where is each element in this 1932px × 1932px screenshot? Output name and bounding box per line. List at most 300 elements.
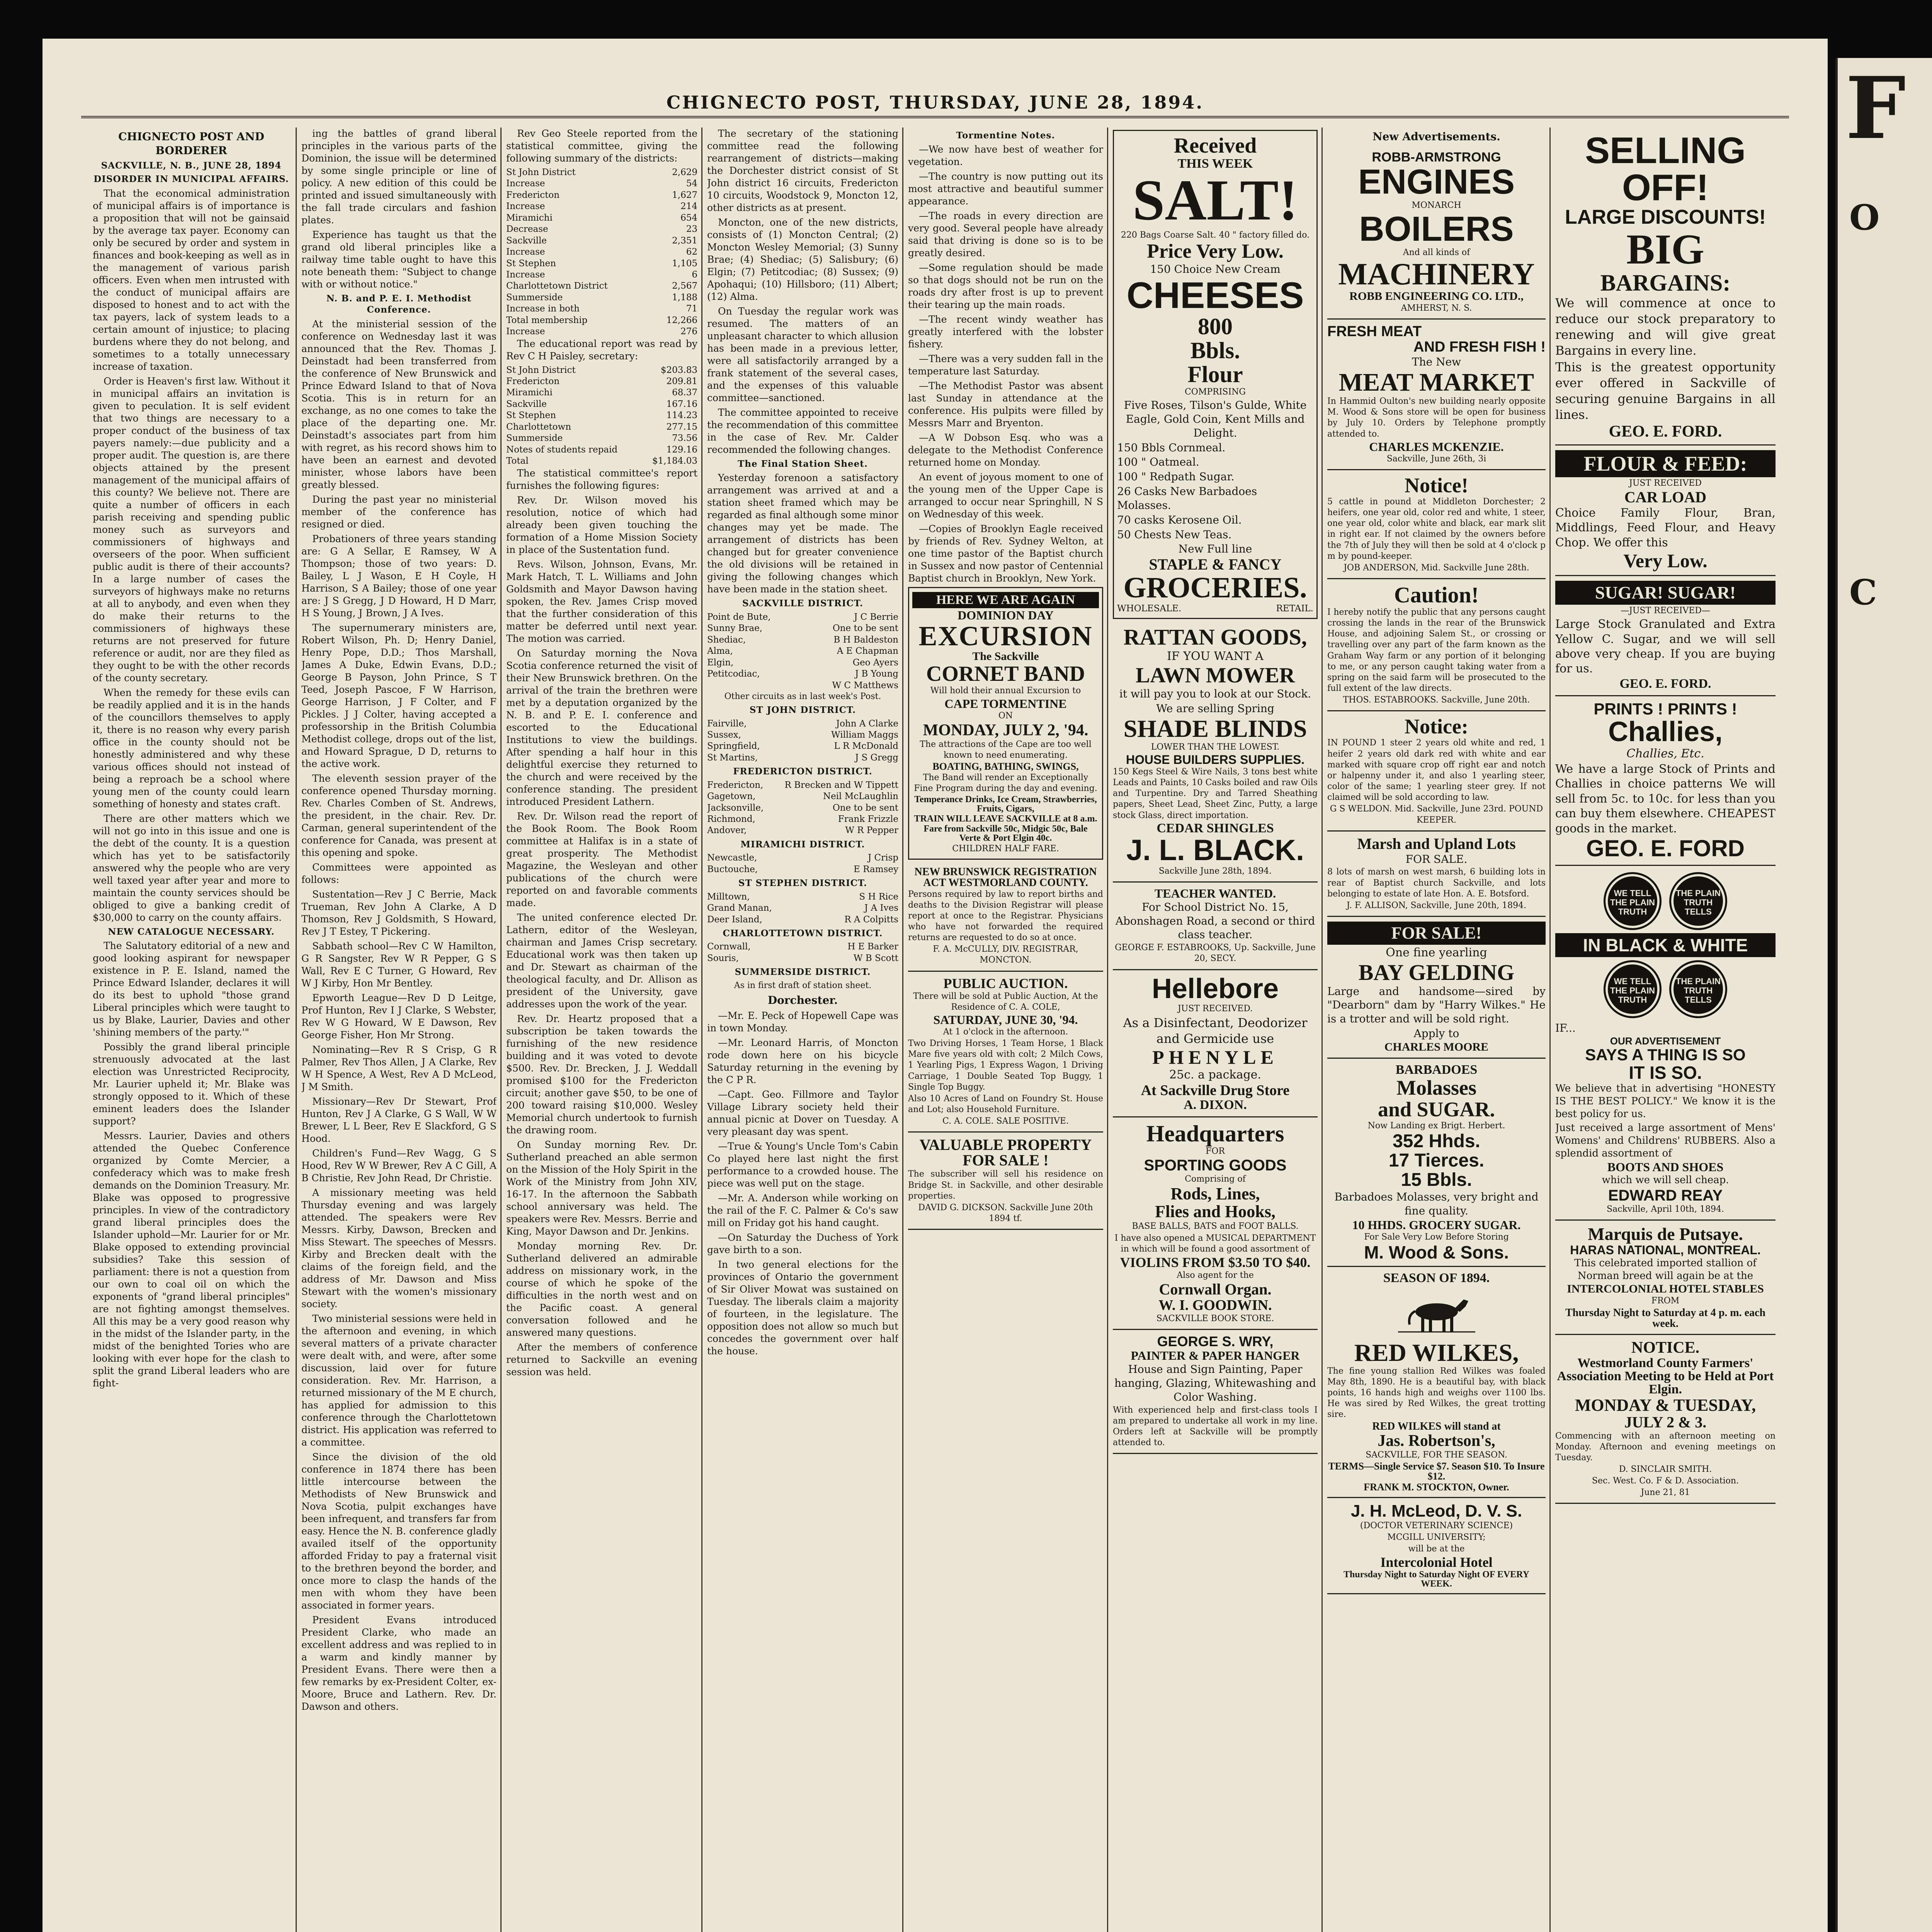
headline-dorchester: Dorchester. <box>767 993 838 1007</box>
ad-signature: G S WELDON. Mid. Sackville, June 23rd. POUND KEEPER. <box>1330 804 1543 825</box>
ad-text: IN POUND 1 steer 2 years old white and red, 1 heifer 2 years old dark red with white and ear marked with square crop off right ear and notch or halpenny under it, and also 1 yearling steer, color of the same; 1 yearling steer grey. If not claimed will be sold according to law. <box>1327 738 1546 803</box>
edu-row-value: 129.16 <box>666 444 697 455</box>
ad-text: Commencing with an afternoon meeting on Monday. Afternoon and evening meetings on Tuesday. <box>1555 1431 1776 1463</box>
stat-row <box>506 315 697 326</box>
ad-text: One fine yearling <box>1386 946 1487 960</box>
edu-row <box>506 456 697 467</box>
ad-heading: BOILERS <box>1359 209 1514 248</box>
ad-text: Five Roses, Tilson's Gulde, White Eagle, Gold Coin, Kent Mills and Delight. <box>1124 399 1307 439</box>
ad-signature: F. A. McCULLY, DIV. REGISTRAR, MONCTON. <box>933 944 1078 965</box>
district-heading: ST STEPHEN DISTRICT. <box>738 878 867 889</box>
edu-row <box>506 433 697 444</box>
article-paragraph: Experience has taught us that the grand old liberal principles like a railway time table ought to have this note beneath them: "Subject to change with or without notice." <box>301 229 497 290</box>
ad-heading: Thursday Night to Saturday at 4 p. m. each week. <box>1565 1306 1766 1330</box>
station-row-label: Fairville, <box>707 718 747 729</box>
ad-text: Challies, Etc. <box>1626 747 1704 760</box>
stat-row <box>506 303 697 315</box>
ad-text: BASE BALLS, BATS and FOOT BALLS. <box>1132 1221 1299 1231</box>
station-row-label: Gagetown, <box>707 791 756 802</box>
stat-row <box>506 201 697 212</box>
stat-row-value: 71 <box>686 304 697 314</box>
station-row-value: One to be sent <box>832 623 898 634</box>
stat-row <box>506 190 697 201</box>
edu-row <box>506 422 697 433</box>
stat-row <box>506 326 697 337</box>
ad-text: CHILDREN HALF FARE. <box>952 844 1059 854</box>
article-paragraph: —Mr. E. Peck of Hopewell Cape was in town Monday. <box>707 1010 898 1034</box>
educational-table <box>506 365 697 467</box>
ad-text: SACKVILLE BOOK STORE. <box>1156 1314 1274 1324</box>
ad-text: MONARCH <box>1412 200 1461 210</box>
column-3-conference <box>506 128 697 1932</box>
ad-heading: BIG <box>1626 226 1704 273</box>
station-row-label: Grand Manan, <box>707 903 772 913</box>
column-rule <box>1549 128 1551 1932</box>
stat-row <box>506 213 697 224</box>
ad-text: Apply to <box>1413 1027 1459 1040</box>
ad-heading: BARGAINS: <box>1600 270 1731 296</box>
station-row-value: John A Clarke <box>836 718 898 729</box>
ad-heading: EDWARD REAY <box>1608 1187 1723 1204</box>
ad-text: 8 lots of marsh on west marsh, 6 building lots in rear of Baptist church Sackville, and lots belonging to estate of late Hon. A. E. Botsford. <box>1327 867 1546 899</box>
ad-signature: THOS. ESTABROOKS. Sackville, June 20th. <box>1343 695 1530 705</box>
ad-heading: Marsh and Upland Lots <box>1357 835 1516 852</box>
notice-pound-ad <box>1327 470 1546 579</box>
ad-text: COMPRISING <box>1184 387 1246 397</box>
column-4-stations <box>707 128 898 1932</box>
edge-fragment: F <box>1845 58 1906 158</box>
ad-text: Also agent for the <box>1177 1270 1254 1280</box>
stat-row-label: Charlottetown District <box>506 281 608 291</box>
station-row-label: Souris, <box>707 953 739 963</box>
ad-heading: The Sackville <box>972 650 1039 663</box>
red-wilkes-ad <box>1327 1267 1546 1498</box>
article-paragraph: The educational report was read by Rev C H Paisley, secretary: <box>506 338 697 362</box>
article-paragraph: Committees were appointed as follows: <box>301 861 497 885</box>
ad-text: Just received a large assortment of Mens' Womens' and Childrens' RUBBERS. Also a splendid assortment of <box>1555 1122 1776 1160</box>
ad-text: AMHERST, N. S. <box>1401 303 1472 313</box>
station-row-value: L R McDonald <box>834 741 898 752</box>
ad-heading: ENGINES <box>1358 162 1515 201</box>
article-paragraph: On Saturday morning the Nova Scotia conference returned the visit of their New Brunswick brethren. On the arrival of the train the brethren were met by a deputation organized by the N. B. and P. E. I. conference and escorted to the Educational Institutions to view the buildings. After spending a half hour in this delightful exercise they returned to the church and were received by the conference standing. The president introduced President Lathern. <box>506 647 697 807</box>
ad-text: This is the greatest opportunity ever offered in Sackville of securing genuine Bargains in all lines. <box>1555 359 1776 422</box>
station-row-label: Shediac, <box>707 634 746 645</box>
article-paragraph: Children's Fund—Rev Wagg, G S Hood, Rev W W Brewer, Rev A C Gill, A B Christie, Rev John Read, Dr Christie. <box>301 1147 497 1184</box>
edu-row-value: 114.23 <box>666 410 697 421</box>
stat-row-value: 12,266 <box>666 315 697 325</box>
ad-heading: GEO. E. FORD. <box>1619 676 1711 691</box>
station-row <box>707 668 898 680</box>
column-1-editorial <box>93 128 290 1932</box>
ad-heading: HERE WE ARE AGAIN <box>912 592 1099 608</box>
hellebore-ad <box>1113 970 1318 1117</box>
stat-row <box>506 247 697 258</box>
ad-heading: SAYS A THING IS SO <box>1585 1045 1746 1064</box>
article-paragraph: That the economical administration of municipal affairs is of importance is a proposition that will not be gainsaid by the average tax payer. Economy can only be secured by order and system in finances and book-keeping as well as in the management of various parish officers. Even when men intrusted with the conduct of municipal affairs are disposed to honest and to act with the tax payers, lack of system leads to a certain amount of injustice; to placing burdens where they do not belong, and sometimes to a totally unnecessary increase of taxation. <box>93 187 290 372</box>
ad-text: it will pay you to look at our Stock. <box>1119 687 1311 701</box>
article-paragraph: —There was a very sudden fall in the temperature last Saturday. <box>908 353 1103 377</box>
station-row <box>707 680 898 691</box>
stat-row <box>506 178 697 189</box>
ad-text: We have a large Stock of Prints and Challies in choice patterns We will sell from 5c. to 10c. for less than you can buy them elsewhere. CHEAPEST goods in the market. <box>1555 762 1776 835</box>
station-row-label: Cornwall, <box>707 942 751 952</box>
ad-heading: CHEESES <box>1126 274 1304 316</box>
station-list <box>707 941 898 964</box>
ad-heading: CHARLES MCKENZIE. <box>1369 439 1504 454</box>
district-heading: ST JOHN DISTRICT. <box>749 705 856 716</box>
article-paragraph: Yesterday forenoon a satisfactory arrangement was arrived at and a station sheet framed which may be regarded as final although some minor changes may yet be made. The arrangement of districts has been changed but for greater convenience the old divisions will be retained in giving the following changes which have been made in the station sheet. <box>707 472 898 595</box>
ad-text: We will commence at once to reduce our stock preparatory to renewing and will give great Bargains in every line. <box>1555 296 1776 358</box>
ad-heading: PAINTER & PAPER HANGER <box>1131 1349 1300 1363</box>
plain-truth-ad <box>1555 866 1776 1221</box>
ad-heading: LARGE DISCOUNTS! <box>1565 206 1766 228</box>
station-row-label: Petitcodiac, <box>707 669 760 679</box>
article-paragraph: Rev Geo Steele reported from the statistical committee, giving the following summary of the districts: <box>506 128 697 164</box>
stat-row-label: Increase <box>506 247 545 257</box>
ad-text: IF YOU WANT A <box>1167 649 1264 663</box>
ad-heading: J. H. McLeod, D. V. S. <box>1350 1501 1522 1520</box>
edu-row-value: $1,184.03 <box>652 456 697 466</box>
station-list <box>707 612 898 691</box>
prints-ad <box>1555 696 1776 866</box>
station-row <box>707 657 898 668</box>
new-ads-heading: New Advertisements. <box>1372 130 1500 143</box>
article-paragraph: A missionary meeting was held Thursday evening and was largely attended. The speakers were Rev Messrs. Kirby, Dawson, Brecken and Miss Stewart. The speeches of Messrs. Kirby and Brecken dealt with the claims of the foreign field, and the address of Mr. Dawson and Miss Stewart with the women's missionary society. <box>301 1187 497 1310</box>
stat-row-label: Summerside <box>506 292 563 303</box>
ad-text: 100 " Redpath Sugar. <box>1117 470 1235 483</box>
station-row-label: Alma, <box>707 646 733 656</box>
ad-text: 70 casks Kerosene Oil. <box>1117 513 1242 526</box>
column-rule <box>500 128 502 1932</box>
ad-heading: Hellebore <box>1151 973 1279 1004</box>
station-row-value: W C Matthews <box>832 680 898 690</box>
station-row-value: R Brecken and W Tippett <box>784 780 898 790</box>
ad-heading: Challies, <box>1608 716 1723 747</box>
ad-heading: Notice! <box>1405 473 1468 497</box>
stat-row-value: 214 <box>680 201 697 212</box>
ad-text: LOWER THAN THE LOWEST. <box>1151 742 1280 752</box>
ad-heading: BARBADOES <box>1395 1062 1478 1077</box>
station-row-label: Newcastle, <box>707 853 757 863</box>
column-rule <box>1321 128 1323 1932</box>
ad-heading: J. L. BLACK. <box>1126 833 1304 867</box>
ad-heading: GEO. E. FORD. <box>1609 422 1722 440</box>
stat-row <box>506 269 697 281</box>
ad-text: Large Stock Granulated and Extra Yellow C. Sugar, and we will sell above very cheap. If you are buying for us. <box>1555 617 1776 676</box>
station-row-label: Point de Bute, <box>707 612 771 622</box>
received-ad <box>1113 130 1318 619</box>
stat-row-value: 654 <box>680 213 697 223</box>
station-row-value: Neil McLaughlin <box>823 791 898 802</box>
edu-row-label: Charlottetown <box>506 422 571 432</box>
ad-heading: Jas. Robertson's, <box>1378 1432 1495 1450</box>
ad-heading: Thursday Night to Saturday Night OF EVERY WEEK. <box>1343 1570 1529 1589</box>
district-heading: CHARLOTTETOWN DISTRICT. <box>723 928 883 939</box>
edu-row-value: 167.16 <box>666 399 697 409</box>
ad-text: As a Disinfectant, Deodorizer and Germicide use <box>1123 1015 1308 1046</box>
article-paragraph: —The roads in every direction are very good. Several people have already said that driving is done so is to be greatly desired. <box>908 210 1103 259</box>
ad-signature: DAVID G. DICKSON. Sackville June 20th 1894 tf. <box>918 1202 1093 1223</box>
ad-heading: TERMS—Single Service $7. Season $10. To Insure $12. <box>1328 1460 1545 1482</box>
ad-text: FOR <box>1206 1146 1225 1156</box>
note: Other circuits as in last week's Post. <box>724 691 881 701</box>
ad-heading: PHENYLE <box>1152 1046 1278 1068</box>
station-row-value: Frank Frizzle <box>838 814 898 825</box>
ad-heading: OUR ADVERTISEMENT <box>1610 1035 1721 1047</box>
ad-heading: Temperance Drinks, Ice Cream, Strawberries, Fruits, Cigars, <box>914 794 1097 814</box>
ad-heading: Bbls. <box>1190 337 1240 363</box>
flour-feed-ad <box>1555 446 1776 576</box>
station-row <box>707 780 898 791</box>
ad-heading: HOUSE BUILDERS SUPPLIES. <box>1126 752 1305 767</box>
stat-row-value: 276 <box>680 327 697 337</box>
seal-badge: WE TELL THE PLAIN TRUTH <box>1604 960 1662 1018</box>
veterinary-ad <box>1327 1498 1546 1594</box>
stat-row-label: Increase <box>506 201 545 212</box>
station-row-value: One to be sent <box>832 803 898 813</box>
ad-heading: Caution! <box>1394 582 1479 607</box>
ad-heading: FRANK M. STOCKTON, Owner. <box>1364 1481 1509 1493</box>
ad-text: Two Driving Horses, 1 Team Horse, 1 Black Mare five years old with colt; 2 Milch Cows, 1 Yearling Pigs, 1 Express Wagon, 1 Driving Carriage, 1 Double Seated Top Buggy, 1 Single Top Buggy. <box>908 1039 1103 1092</box>
stat-row <box>506 235 697 247</box>
stat-row-value: 1,105 <box>672 258 697 269</box>
article-paragraph: Sabbath school—Rev C W Hamilton, G R Sangster, Rev W R Pepper, G S Wall, Rev E C Turner, G Howard, Rev W J Kirby, Hon Mr Bentley. <box>301 940 497 989</box>
column-5-notes-ads <box>908 128 1103 1932</box>
edu-row <box>506 444 697 456</box>
station-row-label: Sussex, <box>707 730 742 740</box>
ad-heading: CAR LOAD <box>1624 488 1707 506</box>
station-list <box>707 718 898 764</box>
article-paragraph: Revs. Wilson, Johnson, Evans, Mr. Mark Hatch, T. L. Williams and John Goldsmith and Mayor Dawson having spoken, the Rev. James Crisp moved that the further consideration of this matter be deferred until next year. The motion was carried. <box>506 558 697 644</box>
ad-text: JUST RECEIVED <box>1629 478 1702 488</box>
article-paragraph: Rev. Dr. Heartz proposed that a subscription be taken towards the furnishing of the new residence building and it was voted to devote $500. Rev. Dr. Brecken, J. J. Weddall promised $100 for the Fredericton circuit; another gave $50, to be one of 200 toward raising $10,000. Wesley Memorial church undertook to furnish the drawing room. <box>506 1013 697 1136</box>
edu-row <box>506 376 697 387</box>
ad-heading: Received <box>1173 134 1257 158</box>
ad-heading: SEASON OF 1894. <box>1383 1270 1490 1285</box>
edu-row-label: Summerside <box>506 433 563 444</box>
stat-row-label: Increase in both <box>506 304 580 314</box>
ad-text: For Sale Very Low Before Storing <box>1364 1232 1509 1242</box>
ad-text: (DOCTOR VETERINARY SCIENCE) <box>1360 1520 1513 1531</box>
headline-methodist: N. B. and P. E. I. Methodist Conference. <box>326 293 472 315</box>
ad-heading: NOTICE. <box>1631 1338 1700 1357</box>
station-row <box>707 634 898 646</box>
article-paragraph: The eleventh session prayer of the conference opened Thursday morning. Rev. Charles Comben of St. Andrews, the president, in the chair. Rev. Dr. Carman, general superintendent of the conference for Canada, was present at this opening and spoke. <box>301 772 497 858</box>
article-paragraph: The committee appointed to receive the recommendation of this committee in the case of Rev. Mr. Calder recommended the following changes. <box>707 407 898 455</box>
ad-heading: AND FRESH FISH ! <box>1413 339 1546 355</box>
article-paragraph: When the remedy for these evils can be readily applied and it is in the hands of the councillors themselves to apply it, there is no reason why every parish office in the county should not be honestly administered and why these various offices should not instead of being a reproach be a school where young men of the county could learn something of honesty and states craft. <box>93 687 290 810</box>
stat-row-value: 62 <box>686 247 697 257</box>
ad-heading: 10 HHDS. GROCERY SUGAR. <box>1352 1218 1521 1232</box>
ad-text: SACKVILLE, FOR THE SEASON. <box>1366 1450 1507 1460</box>
selling-off-ad <box>1555 128 1776 446</box>
ad-text: Persons required by law to report births and deaths to the Division Registrar will please report at once to the Registrar. Physicians who have not forwarded the required returns are requested to do so at once. <box>908 889 1103 943</box>
station-row-label: Fredericton, <box>707 780 764 790</box>
ad-text: House and Sign Painting, Paper hanging, Glazing, Whitewashing and Color Washing. <box>1114 1363 1316 1403</box>
station-row-label: Deer Island, <box>707 914 762 925</box>
stat-row <box>506 258 697 269</box>
article-paragraph: —Copies of Brooklyn Eagle received by friends of Rev. Sydney Welton, at one time pastor of the Baptist church in Sussex and now pastor of Centennial Baptist church in Brooklyn, New York. <box>908 523 1103 584</box>
stat-row-label: Total membership <box>506 315 588 325</box>
ad-signature: GEORGE F. ESTABROOKS, Up. Sackville, June 20, SECY. <box>1115 943 1316 964</box>
ad-text: Barbadoes Molasses, very bright and fine quality. <box>1334 1190 1539 1217</box>
article-paragraph: There are other matters which we will not go into in this issue and one is the debt of the county. It is a question which has yet to be satisfactorily answered why the people who are very well taxed year after year and more to maintain the county services should be obliged to give a banking credit of $30,000 to carry on the county affairs. <box>93 813 290 923</box>
article-paragraph: Rev. Dr. Wilson moved his resolution, notice of which had already been given touching the formation of a Home Mission Society in place of the Sustentation fund. <box>506 494 697 555</box>
ad-heading: PRINTS ! PRINTS ! <box>1594 699 1737 718</box>
article-paragraph: Monday morning Rev. Dr. Sutherland delivered an admirable address on missionary work, in the course of which he spoke of the difficulties in the north west and on the Pacific coast. A general conversation followed and he answered many questions. <box>506 1240 697 1338</box>
column-2-conference <box>301 128 497 1932</box>
ad-text: Now Landing ex Brigt. Herbert. <box>1367 1121 1505 1131</box>
ad-heading: 17 Tierces. <box>1388 1150 1485 1171</box>
ad-text: The New <box>1412 355 1461 369</box>
ad-text: I have also opened a MUSICAL DEPARTMENT in which will be found a good assortment of <box>1114 1233 1316 1254</box>
ad-heading: TRAIN WILL LEAVE SACKVILLE at 8 a.m. <box>914 814 1097 824</box>
ad-signature: J. F. ALLISON, Sackville, June 20th, 1894. <box>1346 900 1527 910</box>
ad-heading: STAPLE & FANCY <box>1149 556 1282 573</box>
ad-heading: GROCERIES. <box>1123 571 1307 604</box>
ad-text: The subscriber will sell his residence on Bridge St. in Sackville, and other desirable properties. <box>908 1169 1103 1201</box>
station-row-value: A E Chapman <box>837 646 898 656</box>
ad-heading: CHARLES MOORE <box>1384 1040 1489 1053</box>
station-row-label: St Martins, <box>707 752 758 763</box>
article-paragraph: An event of joyous moment to one of the young men of the Upper Cape is arranged to occur near Springhill, N S on Wednesday of this week. <box>908 471 1103 520</box>
ad-heading: SHADE BLINDS <box>1123 714 1307 742</box>
station-row-value: H E Barker <box>847 942 898 952</box>
ad-text: We are selling Spring <box>1156 702 1274 715</box>
ad-heading: ROBB ENGINEERING CO. LTD., <box>1349 290 1524 303</box>
ad-heading: SATURDAY, JUNE 30, '94. <box>933 1012 1078 1027</box>
station-row <box>707 914 898 925</box>
ad-heading: BOOTS AND SHOES <box>1607 1160 1724 1174</box>
stat-row-value: 2,351 <box>672 235 697 246</box>
ad-heading: BAY GELDING <box>1358 959 1515 985</box>
station-row-value: William Maggs <box>831 730 898 740</box>
stat-row-label: Decrease <box>506 224 548 235</box>
article-paragraph: —The country is now putting out its most attractive and beautiful summer appearance. <box>908 171 1103 207</box>
article-paragraph: —Some regulation should be made so that dogs should not be run on the roads dry after frost is up to prevent their tearing up the main roads. <box>908 262 1103 311</box>
ad-heading: 15 Bbls. <box>1401 1169 1472 1190</box>
ad-text: We believe that in advertising "HONESTY IS THE BEST POLICY." We know it is the best policy for us. <box>1555 1082 1776 1120</box>
ad-heading: SALT! <box>1132 168 1298 232</box>
headline-catalogue: NEW CATALOGUE NECESSARY. <box>108 926 275 937</box>
excursion-ad <box>908 587 1103 859</box>
stat-row-label: Fredericton <box>506 190 560 200</box>
ad-text: For School District No. 15, Abonshagen Road, a second or third class teacher. <box>1115 900 1315 941</box>
station-row <box>707 891 898 903</box>
station-row <box>707 803 898 814</box>
station-row-value: E Ramsey <box>854 864 898 874</box>
station-row <box>707 752 898 764</box>
ad-text: FROM <box>1651 1296 1680 1306</box>
edu-row-value: 277.15 <box>666 422 697 432</box>
ad-text: 26 Casks New Barbadoes Molasses. <box>1117 485 1257 512</box>
article-paragraph: Possibly the grand liberal principle strenuously advocated at the last election was Unrestricted Reciprocity, Mr. Laurier upheld it; Mr. Blake was strongly opposed to it. Which of these eminent leaders does the Islander support? <box>93 1041 290 1127</box>
ad-text: Also 10 Acres of Land on Foundry St. House and Lot; also Household Furniture. <box>908 1094 1103 1115</box>
ad-signature: June 21, 81 <box>1641 1488 1690 1498</box>
ad-heading: MONDAY, JULY 2, '94. <box>923 721 1088 739</box>
ad-heading: LAWN MOWER <box>1135 663 1295 688</box>
edu-row-label: St John District <box>506 365 576 375</box>
ad-heading: W. I. GOODWIN. <box>1158 1297 1272 1314</box>
ad-heading: GEO. E. FORD <box>1586 835 1745 862</box>
ad-text: 50 Chests New Teas. <box>1117 528 1232 541</box>
ad-text: 150 Choice New Cream <box>1150 263 1281 276</box>
station-row-value: W B Scott <box>853 953 898 963</box>
ad-heading: CAPE TORMENTINE <box>944 696 1067 711</box>
station-row <box>707 825 898 836</box>
article-paragraph: ing the battles of grand liberal principles in the various parts of the Dominion, the issue will be determined by some single principle or line of policy. A new edition of this could be printed and issued simultaneously with the fall trade circulars and fashion plates. <box>301 128 497 226</box>
ad-signature: C. A. COLE. SALE POSITIVE. <box>942 1116 1069 1126</box>
station-row-value: J C Berrie <box>854 612 898 622</box>
article-paragraph: —We now have best of weather for vegetation. <box>908 144 1103 168</box>
ad-heading: MONDAY & TUESDAY, <box>1575 1395 1756 1415</box>
edu-row <box>506 399 697 410</box>
ad-heading: At Sackville Drug Store <box>1141 1082 1290 1099</box>
edu-row-label: Miramichi <box>506 388 553 398</box>
district-heading: FREDERICTON DISTRICT. <box>733 766 872 777</box>
ad-text: The attractions of the Cape are too well known to need enumerating. <box>920 739 1092 760</box>
station-row-label: Springfield, <box>707 741 760 752</box>
article-paragraph: Rev. Dr. Wilson read the report of the Book Room. The Book Room committee at Halifax is in a state of great prosperity. The Methodist Magazine, the Wesleyan and other publications of the church were reported on and favorable comments made. <box>506 810 697 908</box>
ad-text: Choice Family Flour, Bran, Middlings, Feed Flour, and Heavy Chop. We offer this <box>1555 506 1776 549</box>
ad-heading: Headquarters <box>1146 1121 1284 1147</box>
ad-heading: DOMINION DAY <box>957 608 1054 622</box>
caution-ad <box>1327 579 1546 711</box>
ad-heading: THIS WEEK <box>1177 156 1253 171</box>
headline-disorder: DISORDER IN MUNICIPAL AFFAIRS. <box>94 174 289 185</box>
ad-text: Sackville, June 26th, 3i <box>1386 454 1486 464</box>
station-row-label: Milltown, <box>707 891 750 902</box>
edge-fragment: C <box>1849 572 1877 613</box>
edu-row-label: Notes of students repaid <box>506 444 618 455</box>
ad-heading: Fare from Sackville 50c, Midgic 50c, Bale Verte & Port Elgin 40c. <box>923 824 1088 844</box>
adjacent-page-edge <box>1835 58 1932 1932</box>
stat-row <box>506 292 697 303</box>
ad-text: There will be sold at Public Auction, At the Residence of C. A. COLE, <box>913 991 1098 1012</box>
article-paragraph: The Salutatory editorial of a new and good looking aspirant for newspaper existence in P. E. Island, named the Prince Edward Islander, declares it will do its best to uphold "those grand Liberal principles which were taught to us by Blake, Laurier, Davies and other 'shining members of the party.'" <box>93 940 290 1038</box>
edu-row-label: Total <box>506 456 529 466</box>
edu-row-value: 209.81 <box>666 376 697 386</box>
station-row-value: R A Colpitts <box>844 914 898 925</box>
column-rule <box>296 128 297 1932</box>
station-row-value: J B Young <box>855 669 898 679</box>
ad-text: which we will sell cheap. <box>1602 1174 1729 1186</box>
article-paragraph: Sustentation—Rev J C Berrie, Mack Trueman, Rev John A Clarke, A D Thomson, Rev J Goldsmith, S Howard, Rev J T Estey, T Pickering. <box>301 888 497 937</box>
article-paragraph: —Mr. A. Anderson while working on the rail of the F. C. Palmer & Co's saw mill on Friday got his hand caught. <box>707 1192 898 1228</box>
ad-heading: MACHINERY <box>1338 257 1535 292</box>
article-paragraph: —A W Dobson Esq. who was a delegate to the Methodist Conference returned home on Monday. <box>908 432 1103 468</box>
ad-heading: Flies and Hooks, <box>1155 1202 1276 1221</box>
ad-heading: A. DIXON. <box>1184 1098 1247 1112</box>
property-ad <box>908 1133 1103 1230</box>
ad-text: 25c. a package. <box>1169 1068 1261 1082</box>
ad-text: MCGILL UNIVERSITY; <box>1387 1532 1486 1542</box>
article-paragraph: During the past year no ministerial member of the conference has resigned or died. <box>301 493 497 530</box>
ad-heading: FLOUR & FEED: <box>1555 450 1776 477</box>
registration-ad <box>908 862 1103 972</box>
stat-row-value: 6 <box>692 269 697 280</box>
edu-row-value: $203.83 <box>660 365 697 375</box>
column-rule <box>1107 128 1108 1932</box>
article-paragraph: On Sunday morning Rev. Dr. Sutherland preached an able sermon on the Mission of the Holy Spirit in the Work of the Ministry from John XIV, 16-17. In the afternoon the Sabbath school anniversary was held. The speakers were Rev. Messrs. Berrie and King, Mayor Dawson and Dr. Jenkins. <box>506 1139 697 1237</box>
station-row-value: S H Rice <box>859 891 898 902</box>
station-row <box>707 953 898 964</box>
ad-text: RETAIL. <box>1276 604 1313 614</box>
edu-row <box>506 410 697 421</box>
ad-heading: Flour <box>1187 361 1243 387</box>
ad-heading: SPORTING GOODS <box>1144 1157 1287 1174</box>
ad-heading: Rods, Lines, <box>1170 1184 1260 1204</box>
